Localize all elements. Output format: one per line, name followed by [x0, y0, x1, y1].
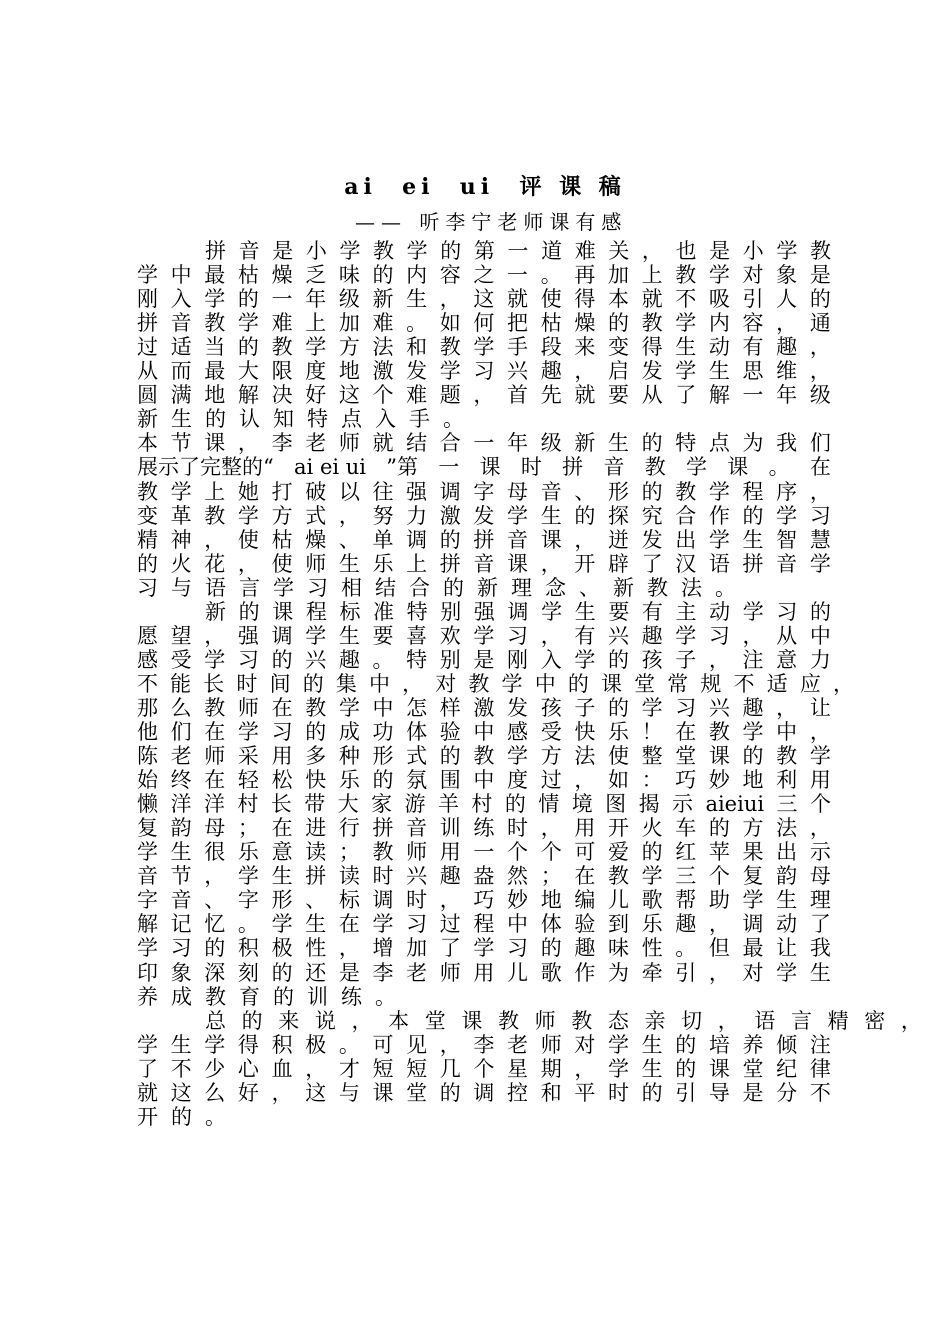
body-line: 习 与 语 言 学 习 相 结 合 的 新 理 念 、 新 教 法 。: [137, 575, 736, 600]
document-subtitle: —— 听李宁老师课有感: [355, 210, 628, 234]
body-line: 感 受 学 习 的 兴 趣 。 特 别 是 刚 入 学 的 孩 子 ， 注 意 力: [137, 647, 831, 672]
body-line: 从 而 最 大 限 度 地 激 发 学 习 兴 趣 ， 启 发 学 生 思 维 ，: [137, 359, 831, 384]
body-line: 复 韵 母 ； 在 进 行 拼 音 训 练 时 ， 用 开 火 车 的 方 法 ，: [137, 816, 831, 841]
body-line: 就 这 么 好 ， 这 与 课 堂 的 调 控 和 平 时 的 引 导 是 分 不: [137, 1080, 831, 1105]
body-line: 字 音 、 字 形 、 标 调 时 ， 巧 妙 地 编 儿 歌 帮 助 学 生 理: [137, 888, 831, 913]
body-line: 的 火 花 ， 使 师 生 乐 上 拼 音 课 ， 开 辟 了 汉 语 拼 音 学: [137, 551, 831, 576]
body-line: 总 的 来 说 ， 本 堂 课 教 师 教 态 亲 切 ， 语 言 精 密 ，: [205, 1008, 922, 1033]
body-line: 教 学 上 她 打 破 以 往 强 调 字 母 音 、 形 的 教 学 程 序 ，: [137, 479, 831, 504]
body-line: 音 节 ， 学 生 拼 读 时 兴 趣 盎 然 ； 在 教 学 三 个 复 韵 母: [137, 864, 831, 889]
body-line: 那 么 教 师 在 教 学 中 怎 样 激 发 孩 子 的 学 习 兴 趣 ， 让: [137, 695, 831, 720]
body-line: 新 生 的 认 知 特 点 入 手 。: [137, 407, 464, 432]
body-line: 始 终 在 轻 松 快 乐 的 氛 围 中 度 过 ， 如 ： 巧 妙 地 利 用: [137, 768, 831, 793]
document-title: ai ei ui 评 课 稿: [344, 174, 626, 200]
body-line: 圆 满 地 解 决 好 这 个 难 题 ， 首 先 就 要 从 了 解 一 年 级: [137, 383, 831, 408]
body-line: 本 节 课 ， 李 老 师 就 结 合 一 年 级 新 生 的 特 点 为 我 们: [137, 431, 831, 456]
body-line: 养 成 教 育 的 训 练 。: [137, 984, 396, 1009]
body-line: 懒 洋 洋 村 长 带 大 家 游 羊 村 的 情 境 图 揭 示 aieiui 三 个: [137, 792, 831, 817]
body-line: 精 神 ， 使 枯 燥 、 单 调 的 拼 音 课 ， 迸 发 出 学 生 智 慧: [137, 527, 831, 552]
body-line: 了 不 少 心 血 ， 才 短 短 几 个 星 期 ， 学 生 的 课 堂 纪 律: [137, 1056, 831, 1081]
body-line: 展示了完整的“ ai ei ui ”第 一 课 时 拼 音 教 学 课 。 在: [137, 455, 831, 480]
body-line: 变 革 教 学 方 式 ， 努 力 激 发 学 生 的 探 究 合 作 的 学 习: [137, 503, 831, 528]
body-line: 拼 音 教 学 难 上 加 难 。 如 何 把 枯 燥 的 教 学 内 容 ， 通: [137, 311, 831, 336]
body-line: 学 生 学 得 积 极 。 可 见 ， 李 老 师 对 学 生 的 培 养 倾 注: [137, 1032, 831, 1057]
body-line: 不 能 长 时 间 的 集 中 ， 对 教 学 中 的 课 堂 常 规 不 适 应 ，: [137, 671, 854, 696]
body-line: 他 们 在 学 习 的 成 功 体 验 中 感 受 快 乐 ！ 在 教 学 中 ，: [137, 720, 831, 744]
body-line: 学 生 很 乐 意 读 ； 教 师 用 一 个 个 可 爱 的 红 苹 果 出 示: [137, 840, 831, 865]
body-line: 过 适 当 的 教 学 方 法 和 教 学 手 段 来 变 得 生 动 有 趣 ，: [137, 335, 831, 360]
body-line: 学 中 最 枯 燥 乏 味 的 内 容 之 一 。 再 加 上 教 学 对 象 是: [137, 263, 831, 288]
body-line: 陈 老 师 采 用 多 种 形 式 的 教 学 方 法 使 整 堂 课 的 教 学: [137, 744, 831, 769]
body-line: 拼 音 是 小 学 教 学 的 第 一 道 难 关 ， 也 是 小 学 教: [205, 239, 831, 263]
body-line: 新 的 课 程 标 准 特 别 强 调 学 生 要 有 主 动 学 习 的: [205, 599, 831, 624]
body-line: 解 记 忆 。 学 生 在 学 习 过 程 中 体 验 到 乐 趣 ， 调 动 了: [137, 912, 831, 937]
body-line: 刚 入 学 的 一 年 级 新 生 ， 这 就 使 得 本 就 不 吸 引 人 的: [137, 287, 831, 312]
body-line: 开 的 。: [137, 1104, 226, 1129]
body-line: 愿 望 ， 强 调 学 生 要 喜 欢 学 习 ， 有 兴 趣 学 习 ， 从 中: [137, 623, 831, 648]
body-line: 学 习 的 积 极 性 ， 增 加 了 学 习 的 趣 味 性 。 但 最 让 我: [137, 936, 831, 961]
body-line: 印 象 深 刻 的 还 是 李 老 师 用 儿 歌 作 为 牵 引 ， 对 学 生: [137, 960, 831, 985]
